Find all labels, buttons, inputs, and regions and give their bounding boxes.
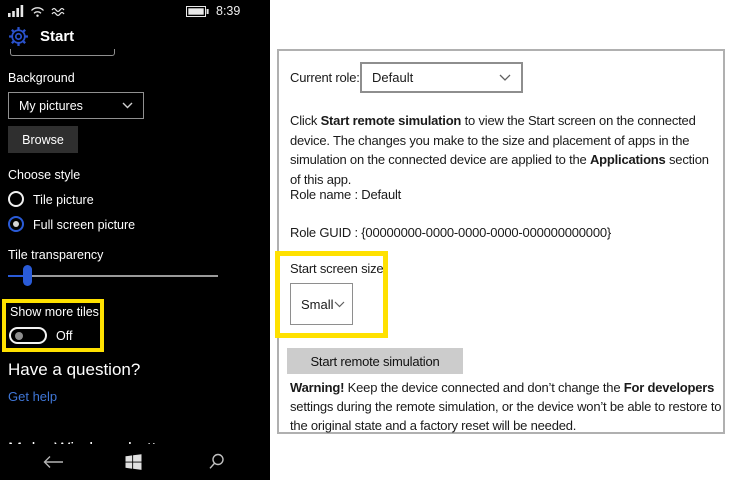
back-icon[interactable]	[42, 455, 64, 469]
role-guid-text: Role GUID : {00000000-0000-0000-0000-000000000000}	[290, 225, 612, 240]
start-remote-simulation-button[interactable]: Start remote simulation	[287, 348, 463, 374]
partial-scrolled-control	[10, 49, 115, 56]
page-title: Start	[40, 28, 75, 45]
search-icon[interactable]	[208, 453, 225, 470]
show-more-tiles-toggle[interactable]	[9, 327, 47, 344]
show-more-tiles-label: Show more tiles	[10, 305, 99, 319]
signal-strength-icon	[8, 5, 24, 17]
gear-icon	[8, 26, 29, 47]
warning-paragraph: Warning! Keep the device connected and don’t change the For developers settings during the remote simulation, or the device won’t be able to restore to the original state and a factory reset will be needed.	[290, 380, 722, 433]
role-name-text: Role name : Default	[290, 187, 402, 202]
chevron-down-icon	[122, 102, 133, 109]
radio-full-screen-picture-label: Full screen picture	[33, 218, 136, 232]
radio-selected-dot	[13, 221, 19, 227]
radio-full-screen-picture[interactable]	[8, 216, 24, 232]
phone-screen	[0, 0, 270, 480]
start-screen-size-label: Start screen size	[290, 261, 384, 276]
page-header	[8, 26, 74, 47]
browse-button[interactable]: Browse	[8, 126, 78, 153]
current-role-label: Current role:	[290, 70, 360, 85]
toggle-knob	[15, 332, 23, 340]
radio-tile-picture-label: Tile picture	[33, 193, 94, 207]
tile-transparency-label: Tile transparency	[8, 248, 104, 262]
background-label: Background	[8, 71, 75, 85]
background-dropdown-value: My pictures	[19, 98, 83, 113]
phone-nav-bar	[0, 444, 270, 480]
radio-tile-picture[interactable]	[8, 191, 24, 207]
background-dropdown[interactable]	[8, 92, 144, 119]
chevron-down-icon	[334, 301, 345, 308]
current-role-value: Default	[372, 70, 414, 85]
status-clock: 8:39	[216, 4, 241, 18]
start-screen-size-value: Small	[301, 296, 334, 312]
toggle-state-label: Off	[56, 329, 73, 343]
tile-transparency-slider-track[interactable]	[8, 275, 218, 277]
have-a-question-heading: Have a question?	[8, 360, 141, 379]
windows-icon[interactable]	[125, 454, 142, 470]
choose-style-label: Choose style	[8, 168, 81, 182]
wifi-icon	[30, 5, 45, 17]
remote-simulation-panel	[277, 49, 725, 434]
tile-transparency-slider-thumb[interactable]	[23, 265, 32, 286]
battery-icon	[186, 6, 209, 17]
intro-paragraph: Click Start remote simulation to view the Start screen on the connected device. The changes you make to the size and placement of apps in the simulation on the connected device are applied to the Applications section of this app.	[290, 113, 709, 187]
get-help-link[interactable]: Get help	[8, 389, 58, 404]
current-role-dropdown[interactable]	[360, 62, 523, 93]
status-bar	[8, 5, 65, 17]
chevron-down-icon	[499, 74, 511, 82]
start-screen-size-dropdown[interactable]	[290, 283, 353, 325]
vibrate-icon	[51, 6, 65, 17]
